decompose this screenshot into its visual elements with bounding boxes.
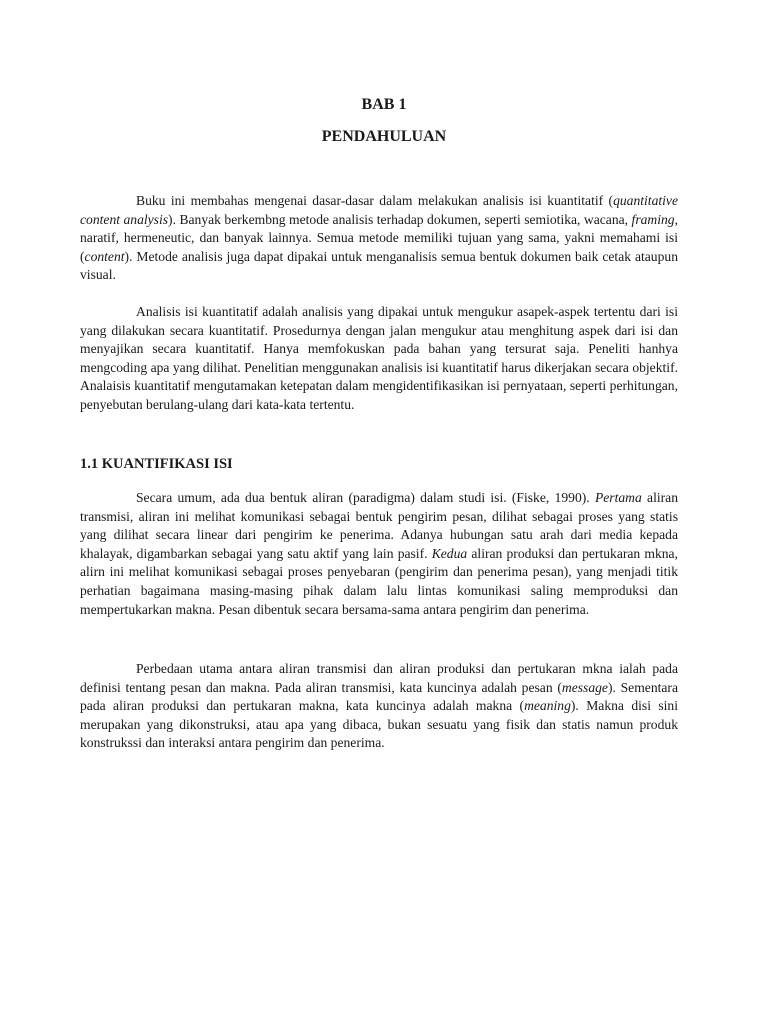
italic-term: quantitative content analysis xyxy=(80,193,678,227)
italic-term: framing xyxy=(631,211,675,227)
chapter-number: BAB 1 xyxy=(361,96,407,113)
paragraph-text: Buku ini membahas mengenai dasar-dasar dalam melakukan analisis isi kuantitatif ( xyxy=(136,193,614,208)
paragraph-text: aliran transmisi, aliran ini melihat komunikasi sebagai bentuk pengirim pesan, dilihat sebagai proses yang statis yang dilihat secara linear dari pengirim ke penerima. Adanya hubungan satu arah dari media kepada khalayak, digambarkan sebagai yang satu aktif yang lain pasif. xyxy=(80,490,679,561)
paragraph-text: Secara umum, ada dua bentuk aliran (paradigma) dalam studi isi. (Fiske, 1990). xyxy=(136,490,595,505)
italic-term: meaning xyxy=(524,698,571,714)
italic-term: Kedua xyxy=(431,545,468,561)
paragraph-text: ). Banyak berkembng metode analisis terhadap dokumen, seperti semiotika, wacana, xyxy=(168,211,632,227)
chapter-title: PENDAHULUAN xyxy=(321,128,447,145)
italic-term: Pertama xyxy=(594,490,642,505)
paragraph-definition: Analisis isi kuantitatif adalah analisis yang dipakai untuk mengukur asapek-aspek tertentu dari isi yang dilakukan secara kuantitatif. Prosedurnya dengan jalan mengukur atau menghitung aspek dari isi dan menyajikan secara kuantitatif. Hanya memfokuskan pada bahan yang tersurat saja. Peneliti hanhya mengcoding apa yang dilihat. Penelitian menggunakan analisis isi kuantitatif harus dikerjakan secara objektif. Analaisis kuantitatif mengutamakan ketepatan dalam mengidentifikasikan isi pernyataan, seperti perhitungan, penyebutan berulang-ulang dari kata-kata tertentu. xyxy=(80,304,678,412)
paragraph-intro xyxy=(80,192,678,285)
paragraph-differences xyxy=(80,660,678,753)
italic-term: content xyxy=(84,248,125,264)
paragraph-text: ). Sementara pada aliran produksi dan pertukaran makna, kata kuncinya adalah makna ( xyxy=(80,679,678,714)
section-heading: 1.1 KUANTIFIKASI ISI xyxy=(80,456,233,472)
paragraph-text: aliran produksi dan pertukaran mkna, alirn ini melihat komunikasi sebagai proses penyebaran (pengirim dan penerima pesan), yang menjadi titik perhatian bagaimana masing-masing pihak dalam lalu lintas komunikasi saling memproduksi dan mempertukarkan makna. Pesan dibentuk secara bersama-sama antara pengirim dan penerima. xyxy=(80,545,678,617)
paragraph-paradigms xyxy=(80,489,678,619)
italic-term: message xyxy=(561,679,608,695)
paragraph-text: , naratif, hermeneutic, dan banyak lainnya. Semua metode memiliki tujuan yang sama, yakni memahami isi ( xyxy=(80,211,679,264)
paragraph-text: ). Metode analisis juga dapat dipakai untuk menganalisis semua bentuk dokumen baik cetak ataupun visual. xyxy=(80,248,678,283)
paragraph-text: ). Makna disi sini merupakan yang dikonstruksi, atau apa yang dibaca, bukan sesuatu yang fisik dan statis namun produk konstrukssi dan interaksi antara pengirim dan penerima. xyxy=(80,698,679,751)
paragraph-text: Perbedaan utama antara aliran transmisi dan aliran produksi dan pertukaran mkna ialah pada definisi tentang pesan dan makna. Pada aliran transmisi, kata kuncinya adalah pesan ( xyxy=(80,661,678,695)
